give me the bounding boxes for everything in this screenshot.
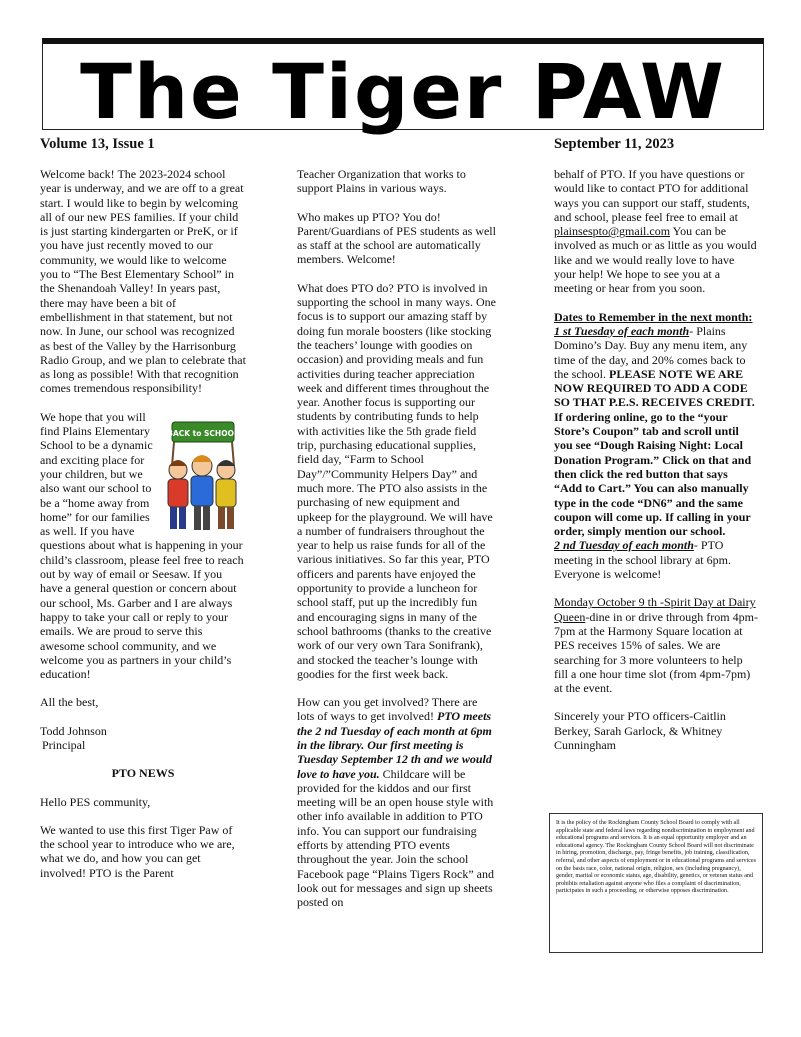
dominos-day-text: - Plains Domino’s Day. Buy any menu item, any time of the day, and 20% comes back to the school.: [554, 323, 748, 381]
clipart-banner-text: BACK to SCHOOL: [167, 428, 239, 438]
contact-text-end: You can be involved as much or as little as you would like and we would really love to have your help! We hope to see you at a meeting or hear from you soon.: [554, 224, 757, 296]
welcome-paragraph: Welcome back! The 2023-2024 school year is underway, and we are off to a great start. I would like to begin by welcoming all of our new PES families. If your child is just starting kindergarten or PreK, or if you have just recently moved to our community, we would like to welcome you to “The Best Elementary School” in the Shenandoah Valley! In years past, there may have been a bit of embellishment in that statement, but not now. In June, our school was recognized as best of the Valley by the Harrisonburg Radio Group, and we plan to celebrate that as long as possible! With that recognition comes tremendous responsibility!: [40, 167, 246, 396]
dominos-day-item: [554, 324, 758, 581]
column-2: [297, 167, 497, 924]
hope-paragraph: We hope that you will find Plains Elementary School to be a dynamic and exciting place for your children, but we also want our school to be a “home away from home” for our families as well. If you have questions about what is happening in your child’s classroom, please feel free to reach out by way of email or Seesaw. If you have a general question or concern about our school, Ms. Garber and I are always happy to take your call or reply to your emails. We are proud to serve this awesome school community, and we welcome you as partners in your child’s education!: [40, 409, 244, 682]
policy-text: It is the policy of the Rockingham County School Board to comply with all applicable state and federal laws regarding nondiscrimination in employment and educational programs and services. It is an equal opportunity employer and an educational agency. The Rockingham County School Board will not discriminate in hiring, promotion, discharge, pay, fringe benefits, job training, classification, referral, and other aspects of employment or in educational programs and services on the basis race, color, national origin, religion, sex (including pregnancy), gender, marital or economic status, age, disability, genetics, or veteran status and prohibits retaliation against anyone who files a complaint of discrimination, participates in such a proceeding, or otherwise opposes discrimination.: [556, 820, 757, 895]
signature-name: Todd Johnson: [40, 723, 107, 738]
get-involved-details: Childcare will be provided for the kiddos and our first meeting will be an open house style with other info available in addition to PTO info. You can support our fundraising efforts by attending PTO events throughout the year. Join the school Facebook page “Plains Tigers Rock” and look out for messages and sign up sheets posted on: [297, 766, 494, 910]
dominos-day-label: 1 st Tuesday of each month: [554, 323, 690, 338]
get-involved-paragraph: [297, 695, 497, 909]
paragraph-with-clipart: [40, 410, 246, 682]
dominos-day-note: PLEASE NOTE WE ARE NOW REQUIRED TO ADD A CODE SO THAT P.E.S. RECEIVES CREDIT. If ordering online, go to the “your Store’s Coupon” tab and scroll until you see “Dough Raising Night: Local Donation Program.” Click on that and then click the red button that says “Add to Cart.” You can also manually type in the code “DN6” and the same coupon will come up. If calling in your order, simply mention our school.: [554, 366, 755, 539]
pto-news-heading: PTO NEWS: [111, 766, 175, 781]
spirit-day-label: Monday October 9 th -Spirit Day at Dairy Queen: [554, 595, 756, 624]
pto-support-paragraph: Teacher Organization that works to support Plains in various ways.: [297, 167, 466, 196]
contact-text: behalf of PTO. If you have questions or would like to contact PTO for additional ways you can support our staff, students, and school, please feel free to email at: [554, 167, 750, 224]
back-to-school-kids-image: [158, 418, 246, 536]
closing: All the best,: [40, 695, 99, 710]
pto-signoff: Sincerely your PTO officers-Caitlin Berkey, Sarah Garlock, & Whitney Cunningham: [554, 709, 726, 752]
column-3: [554, 167, 758, 766]
contact-paragraph: [554, 167, 758, 296]
issue-date: September 11, 2023: [554, 136, 675, 152]
signature-role: Principal: [42, 737, 86, 752]
spirit-day-item: [554, 595, 758, 695]
get-involved-intro: How can you get involved? There are lots of ways to get involved!: [297, 695, 478, 724]
masthead: [42, 38, 764, 136]
newsletter-title: The Tiger PAW: [80, 47, 726, 136]
meeting-info: PTO meets the 2 nd Tuesday of each month at 6pm in the library. Our first meeting is Tuesday September 12 th and we would love to have you.: [297, 709, 492, 781]
dates-heading: Dates to Remember in the next month:: [554, 309, 753, 324]
pto-greeting: Hello PES community,: [40, 794, 151, 809]
pto-intro-paragraph: We wanted to use this first Tiger Paw of the school year to introduce who we are, what we do, and how you can get involved! PTO is the Parent: [40, 822, 235, 880]
pto-meeting-label: 2 nd Tuesday of each month: [554, 538, 694, 553]
nondiscrimination-policy-box: [549, 813, 763, 953]
column-1: [40, 167, 246, 894]
volume-issue: Volume 13, Issue 1: [40, 136, 155, 152]
pto-meeting-text: - PTO meeting in the school library at 6pm. Everyone is welcome!: [554, 538, 731, 582]
what-pto-does-paragraph: What does PTO do? PTO is involved in supporting the school in many ways. One focus is to support our amazing staff by doing fun morale boosters (like stocking the teachers’ lounge with goodies on occasion) and providing meals and fun activities during teacher appreciation week and different times throughout the year. Another focus is supporting our students by contributing funds to help with activities like the 5th grade field trip, purchasing educational supplies, field day, “Farm to School Day”/”Community Helpers Day” and much more. The PTO also assists in the purchasing of new equipment and upkeep for the playground. We will have a number of fundraisers throughout the year to help us raise funds for all of the various initiatives. So far this year, PTO officers and parents have enjoyed the opportunity to provide a luncheon for school staff, put up the incredibly fun and encouraging signs in many of the school bathrooms (thanks to the creative work of our very own Tara Sonifrank), and stocked the teacher’s lounge with goodies for the first week back.: [297, 280, 496, 681]
who-makes-up-pto-paragraph: Who makes up PTO? You do! Parent/Guardians of PES students as well as staff at the school are automatically members. Welcome!: [297, 209, 496, 267]
pto-email-link[interactable]: plainsespto@gmail.com: [554, 224, 671, 239]
spirit-day-text: -dine in or drive through from 4pm-7pm at the Harmony Square location at PES receives 15% of sales. We are searching for 3 more volunteers to help fill a one hour time slot (from 4pm-7pm) at the event.: [554, 609, 758, 696]
